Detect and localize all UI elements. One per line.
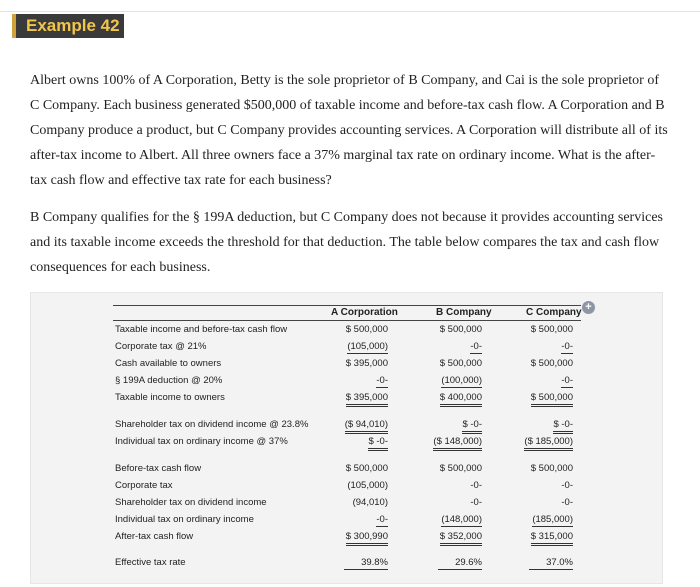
cell-a: $ 395,000	[345, 358, 388, 369]
cell-a: -0-	[376, 375, 388, 386]
cell-c: -0-	[561, 375, 573, 386]
row-label: Shareholder tax on dividend income @ 23.8%	[115, 419, 309, 430]
cell-b: $ -0-	[462, 419, 482, 434]
cell-c: $ 500,000	[530, 358, 573, 369]
cell-a: (105,000)	[347, 341, 388, 352]
cell-c: -0-	[561, 497, 573, 508]
explanation-paragraph: B Company qualifies for the § 199A deduction, but C Company does not because it provides accounting services and its taxable income exceeds the threshold for that deduction. The table below compares the tax and cash flow consequences for each business.	[30, 210, 663, 275]
row-label: Shareholder tax on dividend income	[115, 497, 267, 508]
top-divider	[0, 11, 700, 12]
cell-b: -0-	[470, 497, 482, 508]
cell-b: $ 352,000	[440, 531, 482, 546]
row-label: Corporate tax	[115, 480, 173, 491]
row-label: After-tax cash flow	[115, 531, 194, 542]
header-c-company: C Company	[526, 307, 582, 318]
row-label: Taxable income to owners	[115, 392, 225, 403]
cell-c: $ 500,000	[531, 392, 573, 407]
comparison-table	[30, 292, 663, 584]
row-label: § 199A deduction @ 20%	[115, 375, 223, 386]
cell-a: $ 500,000	[345, 324, 388, 335]
row-label: Before-tax cash flow	[115, 463, 202, 474]
cell-c: $ -0-	[553, 419, 573, 434]
cell-b: (148,000)	[441, 514, 482, 525]
cell-b: 29.6%	[438, 557, 482, 570]
cell-a: $ 500,000	[345, 463, 388, 474]
cell-a: 39.8%	[344, 557, 388, 570]
cell-c: -0-	[561, 341, 573, 352]
cell-b: $ 500,000	[439, 358, 482, 369]
cell-c: ($ 185,000)	[524, 436, 573, 451]
cell-b: (100,000)	[441, 375, 482, 386]
cell-a: $ 300,990	[346, 531, 388, 546]
cell-a: $ 395,000	[346, 392, 388, 407]
cell-c: -0-	[561, 480, 573, 491]
cell-c: $ 500,000	[530, 463, 573, 474]
cell-b: -0-	[470, 480, 482, 491]
header-rule	[113, 305, 581, 306]
cell-a: -0-	[376, 514, 388, 525]
cell-a: ($ 94,010)	[345, 419, 388, 434]
cell-b: $ 500,000	[439, 324, 482, 335]
cell-a: (105,000)	[347, 480, 388, 491]
header-underline	[113, 320, 581, 321]
cell-b: $ 400,000	[440, 392, 482, 407]
cell-c: $ 315,000	[531, 531, 573, 546]
cell-b: $ 500,000	[439, 463, 482, 474]
row-label: Individual tax on ordinary income @ 37%	[115, 436, 288, 447]
cell-a: $ -0-	[368, 436, 388, 451]
row-label: Cash available to owners	[115, 358, 222, 369]
row-label: Taxable income and before-tax cash flow	[115, 324, 288, 335]
row-label: Individual tax on ordinary income	[115, 514, 254, 525]
header-a-corporation: A Corporation	[331, 307, 398, 318]
example-badge: Example 42	[12, 14, 124, 38]
row-label: Effective tax rate	[115, 557, 186, 568]
header-b-company: B Company	[436, 307, 492, 318]
plus-circle-icon[interactable]: +	[582, 301, 595, 314]
cell-b: -0-	[470, 341, 482, 352]
row-label: Corporate tax @ 21%	[115, 341, 207, 352]
cell-c: 37.0%	[529, 557, 573, 570]
cell-b: ($ 148,000)	[433, 436, 482, 451]
cell-c: $ 500,000	[530, 324, 573, 335]
cell-a: (94,010)	[352, 497, 388, 508]
intro-paragraph: Albert owns 100% of A Corporation, Betty is the sole proprietor of B Company, and Cai is the sole proprietor of C Company. Each business generated $500,000 of taxable income and before-tax cash flow. A Corporation and B Company produce a product, but C Company provides accounting services. A Corporation will distribute all of its after-tax income to Albert. All three owners face a 37% marginal tax rate on ordinary income. What is the after-tax cash flow and effective tax rate for each business?	[30, 73, 668, 188]
cell-c: (185,000)	[532, 514, 573, 525]
